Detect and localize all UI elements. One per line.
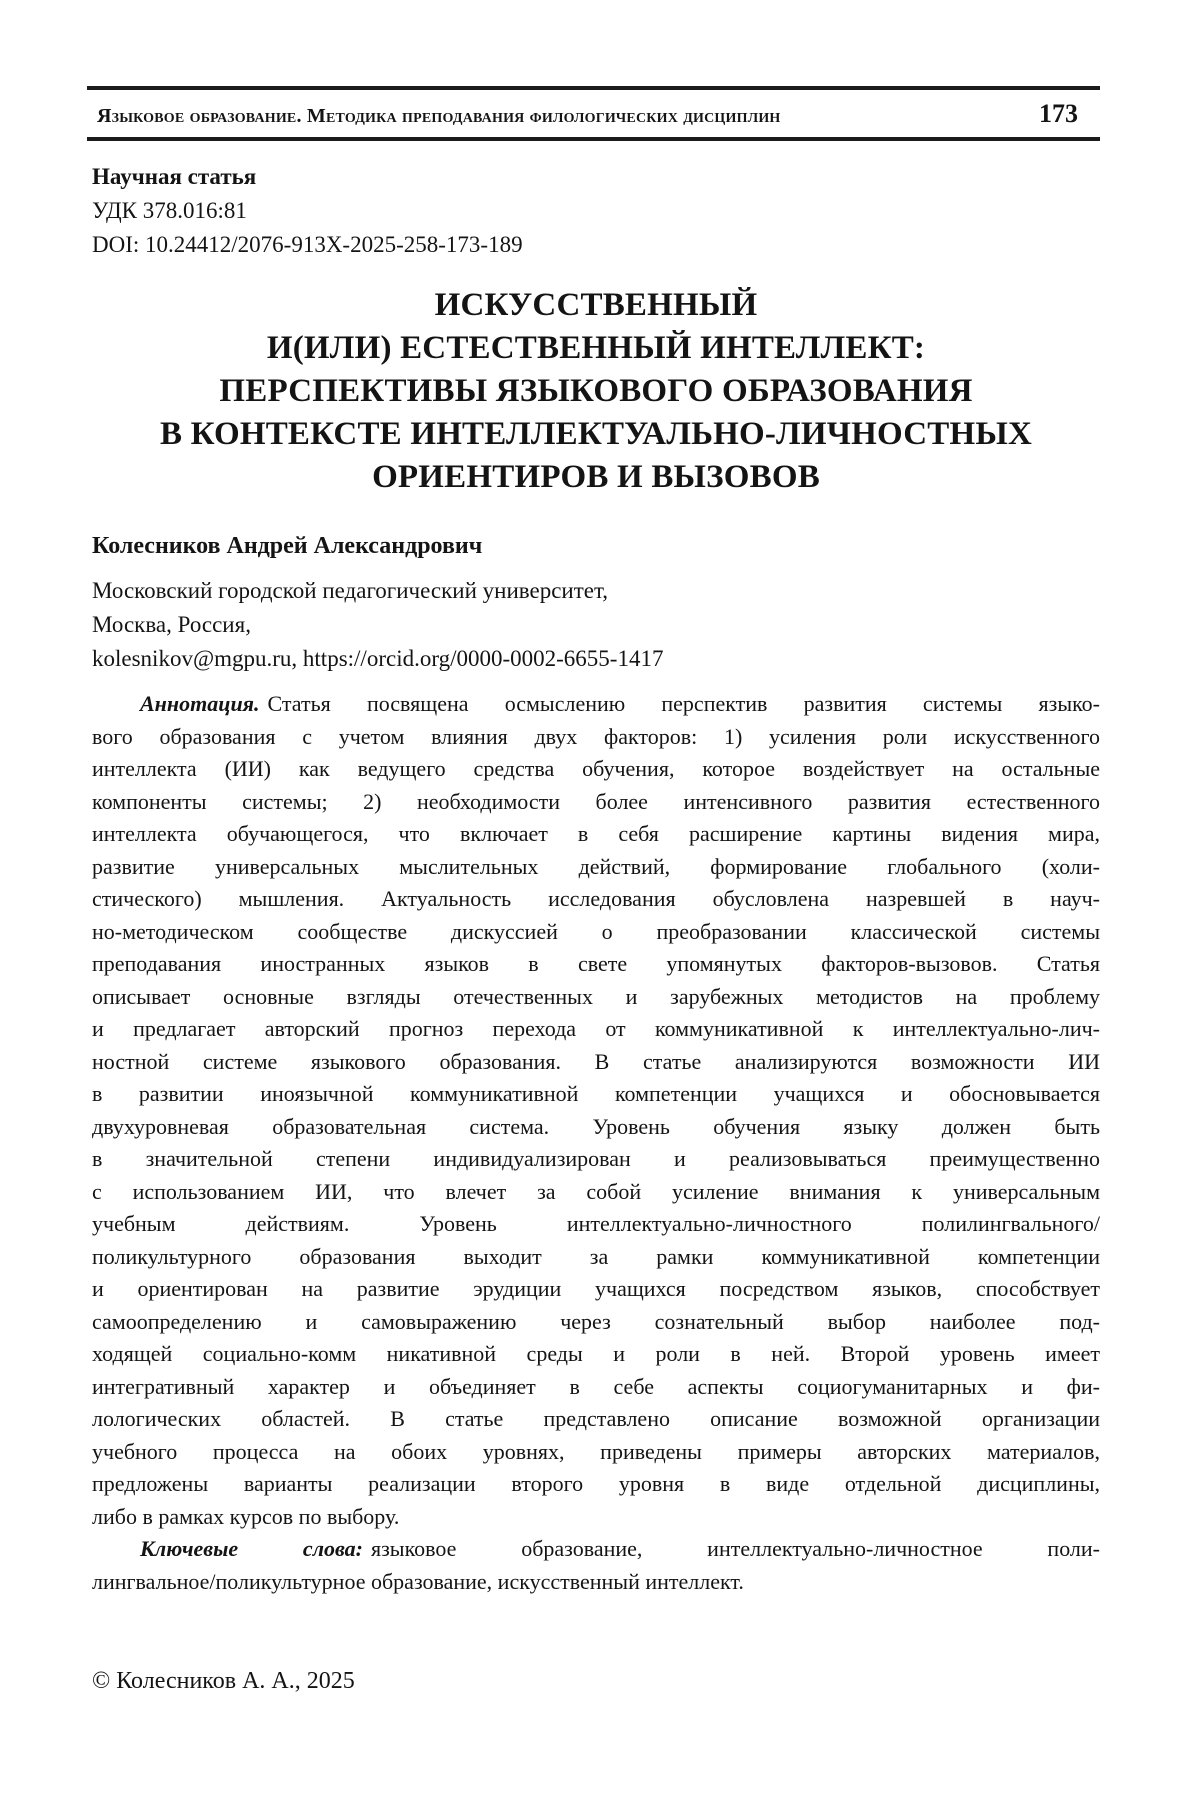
abstract-line: ходящей социально-комм никативной среды и роли в ней. Второй уровень имеет <box>92 1341 1100 1366</box>
abstract-line: интегративный характер и объединяет в себе аспекты социогуманитарных и фи- <box>92 1373 1100 1399</box>
abstract-line: в развитии иноязычной коммуникативной компетенции учащихся и обосновывается <box>92 1081 1100 1106</box>
title-line: ПЕРСПЕКТИВЫ ЯЗЫКОВОГО ОБРАЗОВАНИЯ <box>219 373 973 409</box>
udc-code: УДК 378.016:81 <box>92 198 247 223</box>
abstract-line: компоненты системы; 2) необходимости более интенсивного развития естественного <box>92 788 1100 814</box>
keywords-line-text: языковое образование, интеллектуально-личностное поли- <box>371 1536 1100 1561</box>
abstract-line: самоопределению и самовыражению через сознательный выбор наиболее под- <box>92 1308 1100 1334</box>
running-head-title: Языковое образование. Методика преподавания филологических дисциплин <box>97 105 781 127</box>
article-title <box>92 284 1100 499</box>
article-type: Научная статья <box>92 164 257 189</box>
abstract-label: Аннотация. <box>140 691 260 716</box>
abstract-line: поликультурного образования выходит за рамки коммуникативной компетенции <box>92 1243 1100 1269</box>
abstract-and-keywords <box>92 688 1100 1598</box>
affiliation-line: kolesnikov@mgpu.ru, https://orcid.org/0000-0002-6655-1417 <box>92 646 664 671</box>
keywords-line <box>92 1533 1100 1566</box>
abstract-line: и предлагает авторский прогноз перехода от коммуникативной к интеллектуально-лич- <box>92 1016 1100 1041</box>
title-line: В КОНТЕКСТЕ ИНТЕЛЛЕКТУАЛЬНО-ЛИЧНОСТНЫХ <box>159 416 1033 452</box>
affiliation-line: Московский городской педагогический университет, <box>92 578 609 603</box>
copyright-notice: © Колесников А. А., 2025 <box>92 1668 355 1694</box>
abstract-line: лологических областей. В статье представлено описание возможной организации <box>92 1406 1100 1431</box>
affiliation-line: Москва, Россия, <box>92 612 251 637</box>
doi-line: DOI: 10.24412/2076-913X-2025-258-173-189 <box>92 232 523 257</box>
abstract-line: но-методическом сообществе дискуссией о преобразовании классической системы <box>92 918 1100 944</box>
keywords-label: Ключевые слова: <box>140 1536 363 1561</box>
abstract-line: предложены варианты реализации второго уровня в виде отдельной дисциплины, <box>92 1471 1100 1496</box>
abstract-line: стического) мышления. Актуальность исследования обусловлена назревшей в науч- <box>92 886 1100 911</box>
abstract-line: описывает основные взгляды отечественных и зарубежных методистов на проблему <box>92 983 1100 1009</box>
abstract-line: развитие универсальных мыслительных действий, формирование глобального (холи- <box>92 853 1100 879</box>
abstract-line <box>92 688 1100 721</box>
abstract-line: интеллекта обучающегося, что включает в себя расширение картины видения мира, <box>92 821 1100 846</box>
keywords-line: лингвальное/поликультурное образование, искусственный интеллект. <box>92 1568 744 1594</box>
page-number: 173 <box>1039 99 1078 128</box>
author-affiliation <box>92 574 663 676</box>
article-meta <box>92 160 523 262</box>
author-name: Колесников Андрей Александрович <box>92 533 483 559</box>
abstract-line: учебным действиям. Уровень интеллектуально-личностного полилингвального/ <box>92 1211 1100 1236</box>
title-line: ОРИЕНТИРОВ И ВЫЗОВОВ <box>372 459 820 495</box>
abstract-line: ностной системе языкового образования. В статье анализируются возможности ИИ <box>92 1048 1100 1074</box>
abstract-line: преподавания иностранных языков в свете упомянутых факторов-вызовов. Статья <box>92 951 1100 976</box>
abstract-line: и ориентирован на развитие эрудиции учащихся посредством языков, способствует <box>92 1276 1100 1301</box>
abstract-line: с использованием ИИ, что влечет за собой усиление внимания к универсальным <box>92 1178 1100 1204</box>
abstract-line: вого образования с учетом влияния двух факторов: 1) усиления роли искусственного <box>92 723 1100 749</box>
abstract-line: интеллекта (ИИ) как ведущего средства обучения, которое воздействует на остальные <box>92 756 1100 781</box>
abstract-line: в значительной степени индивидуализирован и реализовываться преимущественно <box>92 1146 1100 1171</box>
title-line: И(ИЛИ) ЕСТЕСТВЕННЫЙ ИНТЕЛЛЕКТ: <box>266 330 926 366</box>
abstract-line: двухуровневая образовательная система. Уровень обучения языку должен быть <box>92 1113 1100 1139</box>
abstract-line: учебного процесса на обоих уровнях, приведены примеры авторских материалов, <box>92 1438 1100 1464</box>
abstract-line: либо в рамках курсов по выбору. <box>92 1503 400 1529</box>
title-line: ИСКУССТВЕННЫЙ <box>434 287 758 323</box>
abstract-line-text: Статья посвящена осмыслению перспектив развития системы языко- <box>267 691 1100 716</box>
running-head <box>87 86 1100 141</box>
